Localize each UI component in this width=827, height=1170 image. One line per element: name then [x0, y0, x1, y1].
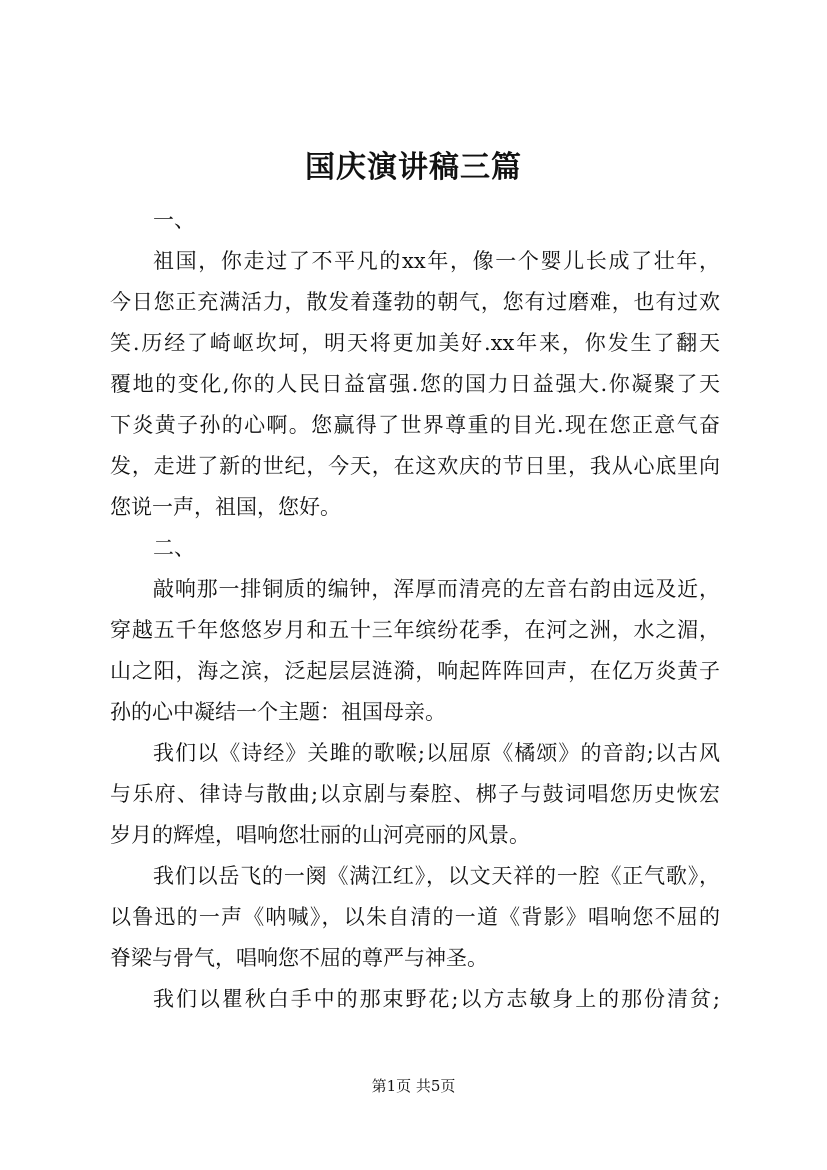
paragraph-line: 今日您正充满活力，散发着蓬勃的朝气，您有过磨难，也有过欢 [110, 290, 720, 314]
paragraph-line: 孙的心中凝结一个主题：祖国母亲。 [110, 700, 446, 724]
paragraph-line: 覆地的变化,你的人民日益富强.您的国力日益强大.你凝聚了天 [110, 372, 720, 396]
paragraph-line: 发，走进了新的世纪，今天，在这欢庆的节日里，我从心底里向 [110, 454, 720, 478]
section-heading: 一、 [153, 208, 195, 232]
paragraph-line: 我们以《诗经》关雎的歌喉;以屈原《橘颂》的音韵;以古风 [153, 741, 720, 765]
section-heading: 二、 [153, 536, 195, 560]
document-body [110, 200, 720, 1020]
paragraph-line: 岁月的辉煌，唱响您壮丽的山河亮丽的风景。 [110, 823, 530, 847]
paragraph-line: 山之阳，海之滨，泛起层层涟漪，响起阵阵回声，在亿万炎黄子 [110, 659, 720, 683]
paragraph-line: 以鲁迅的一声《呐喊》，以朱自清的一道《背影》唱响您不屈的 [110, 905, 720, 929]
paragraph-line: 我们以岳飞的一阕《满江红》，以文天祥的一腔《正气歌》， [153, 864, 720, 888]
paragraph-line: 我们以瞿秋白手中的那束野花;以方志敏身上的那份清贫; [153, 987, 720, 1011]
paragraph-line: 敲响那一排铜质的编钟，浑厚而清亮的左音右韵由远及近， [153, 577, 720, 601]
paragraph-line: 脊梁与骨气，唱响您不屈的尊严与神圣。 [110, 946, 488, 970]
paragraph-line: 穿越五千年悠悠岁月和五十三年缤纷花季，在河之洲，水之湄， [110, 618, 720, 642]
paragraph-line: 下炎黄子孙的心啊。您赢得了世界尊重的目光.现在您正意气奋 [110, 413, 720, 437]
paragraph-line: 笑.历经了崎岖坎坷，明天将更加美好.xx年来，你发生了翻天 [110, 331, 720, 355]
document-title: 国庆演讲稿三篇 [305, 150, 522, 185]
paragraph-line: 祖国，你走过了不平凡的xx年，像一个婴儿长成了壮年， [153, 249, 720, 273]
paragraph-line: 与乐府、律诗与散曲;以京剧与秦腔、梆子与鼓词唱您历史恢宏 [110, 782, 720, 806]
page-footer: 第1页 共5页 [371, 1077, 456, 1095]
paragraph-line: 您说一声，祖国，您好。 [110, 495, 341, 519]
